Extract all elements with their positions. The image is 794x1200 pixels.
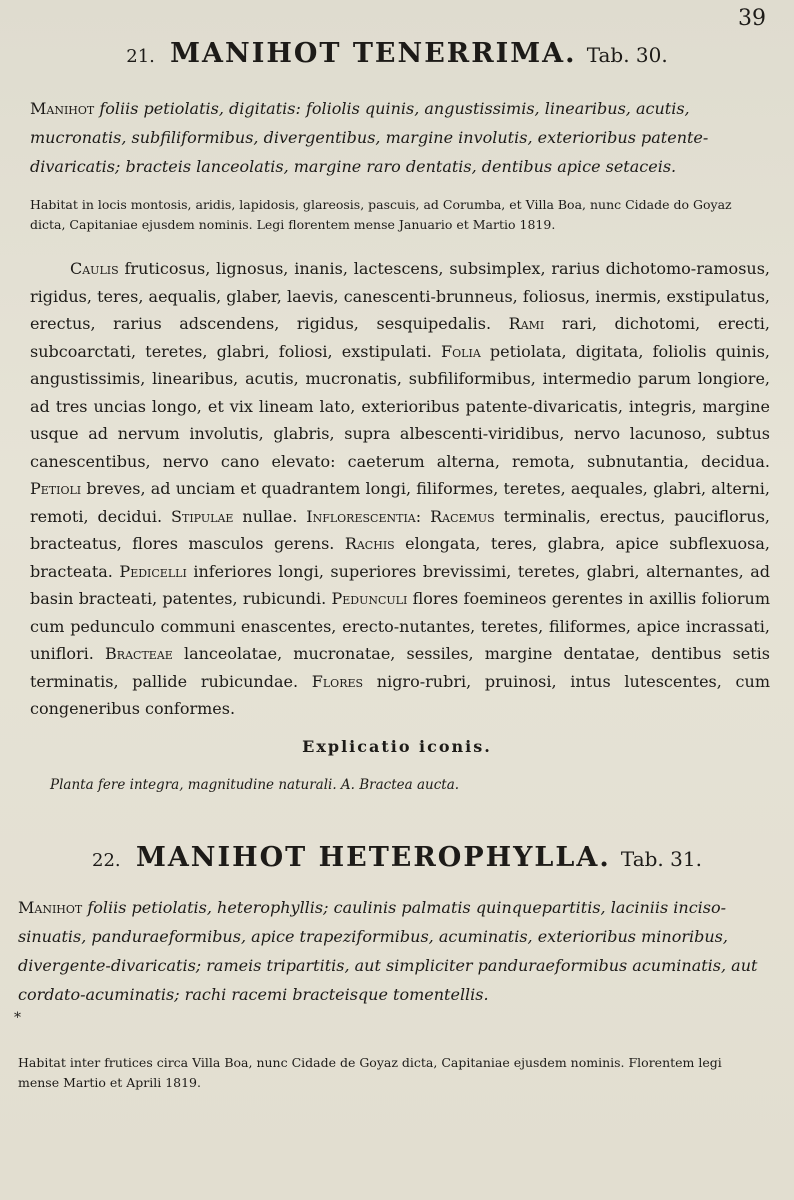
diagnosis-text: foliis petiolatis, digitatis: foliolis quinis, angustissimis, linearibus, acutis, mucronatis, subfiliformibus, divergentibus, margine involutis, exterioribus patente-divaricatis; bracteis lanceolatis, margine raro dentatis, dentibus apice setaceis. [30, 99, 709, 176]
species-name: MANIHOT HETEROPHYLLA. [135, 842, 611, 873]
species-22-diagnosis [18, 893, 766, 1009]
species-number: 22. [92, 850, 121, 871]
diagnosis-text: foliis petiolatis, heterophyllis; caulinis palmatis quinquepartitis, laciniis inciso-sinuatis, panduraeformibus, apice trapeziformibus, acuminatis, exterioribus minoribus, divergente-divaricatis; rameis tripartitis, aut simpliciter panduraeformibus acuminatis, aut cordato-acuminatis; rachi racemi bracteisque tomentellis. [18, 898, 758, 1004]
description-text: elongata, teres, glabra, apice subflexuosa, bracteata. [30, 534, 770, 581]
plate-explanation: Planta fere integra, magnitudine naturali. A. Bractea aucta. [50, 777, 460, 793]
description-text: nigro-rubri, pruinosi, intus lutescentes, cum congeneribus conformes. [30, 671, 770, 718]
term-heading: Pedicelli [119, 561, 187, 581]
description-text: rari, dichotomi, erecti, subcoarctati, teretes, glabri, foliosi, exstipulati. [30, 314, 771, 361]
term-heading: Racemus [430, 506, 495, 526]
explicatio-heading: Explicatio iconis. [302, 737, 492, 756]
margin-mark: * [14, 1010, 21, 1026]
description-text [421, 507, 430, 526]
term-heading: Inflorescentia: [306, 506, 422, 526]
page-number: 39 [738, 6, 766, 31]
description-text: lanceolatae, mucronatae, sessiles, margine dentatae, dentibus setis terminatis, pallide rubicundae. [30, 644, 771, 691]
genus-name: Manihot [30, 99, 95, 118]
term-heading: Folia [441, 341, 481, 361]
genus-name: Manihot [18, 898, 83, 917]
term-heading: Rami [508, 314, 545, 333]
term-heading: Stipulae [171, 506, 234, 526]
species-number: 21. [126, 46, 155, 67]
description-text: nullae. [233, 506, 307, 526]
species-22-heading [0, 842, 794, 873]
species-21-diagnosis [30, 94, 768, 181]
term-heading: Rachis [344, 534, 395, 553]
term-heading: Bracteae [105, 644, 173, 663]
species-22-habitat: Habitat inter frutices circa Villa Boa, nunc Cidade de Goyaz dicta, Capitaniae ejusdem nominis. Florentem legi mense Martio et Aprili 1819. [18, 1055, 722, 1090]
plate-reference: Tab. 30. [586, 43, 668, 67]
description-text: terminalis, erectus, pauciflorus, bracteatus, flores masculos gerens. [30, 506, 770, 553]
species-name: MANIHOT TENERRIMA. [170, 38, 577, 69]
species-21-heading [0, 38, 794, 69]
description-text: fruticosus, lignosus, inanis, lactescens, subsimplex, rarius dichotomo-ramosus, rigidus, teres, aequalis, glaber, laevis, canescenti-brunneus, foliosus, inermis, exstipulatus, erectus, rarius adscendens, rigidus, sesquipedalis. [30, 259, 770, 333]
description-text: flores foemineos gerentes in axillis foliorum cum pedunculo communi enascentes, erecto-nutantes, teretes, filiformes, apice incrassati, uniflori. [30, 589, 770, 663]
term-heading: Flores [311, 671, 364, 691]
description-text: inferiores longi, superiores brevissimi, teretes, glabri, alternantes, ad basin bracteati, patentes, rubicundi. [30, 561, 771, 608]
plate-reference: Tab. 31. [620, 847, 702, 871]
term-heading: Pedunculi [331, 589, 408, 608]
species-21-habitat: Habitat in locis montosis, aridis, lapidosis, glareosis, pascuis, ad Corumba, et Villa Boa, nunc Cidade do Goyaz dicta, Capitaniae ejusdem nominis. Legi florentem mense Januario et Martio 1819. [30, 197, 732, 232]
description-text: petiolata, digitata, foliolis quinis, angustissimis, linearibus, acutis, mucronatis, subfiliformibus, intermedio parum longiore, ad tres uncias longo, et vix lineam lato, exterioribus patente-divaricatis, integris, margine usque ad nervum involutis, glabris, supra albescenti-viridibus, nervo lacunoso, subtus canescentibus, nervo cano elevato: caeterum alterna, remota, subnutantia, decidua. [30, 341, 771, 471]
term-heading: Petioli [30, 479, 82, 498]
species-21-description [30, 255, 770, 723]
description-text: breves, ad unciam et quadrantem longi, filiformes, teretes, aequales, glabri, alterni, remoti, decidui. [30, 479, 770, 526]
term-heading: Caulis [70, 259, 119, 278]
